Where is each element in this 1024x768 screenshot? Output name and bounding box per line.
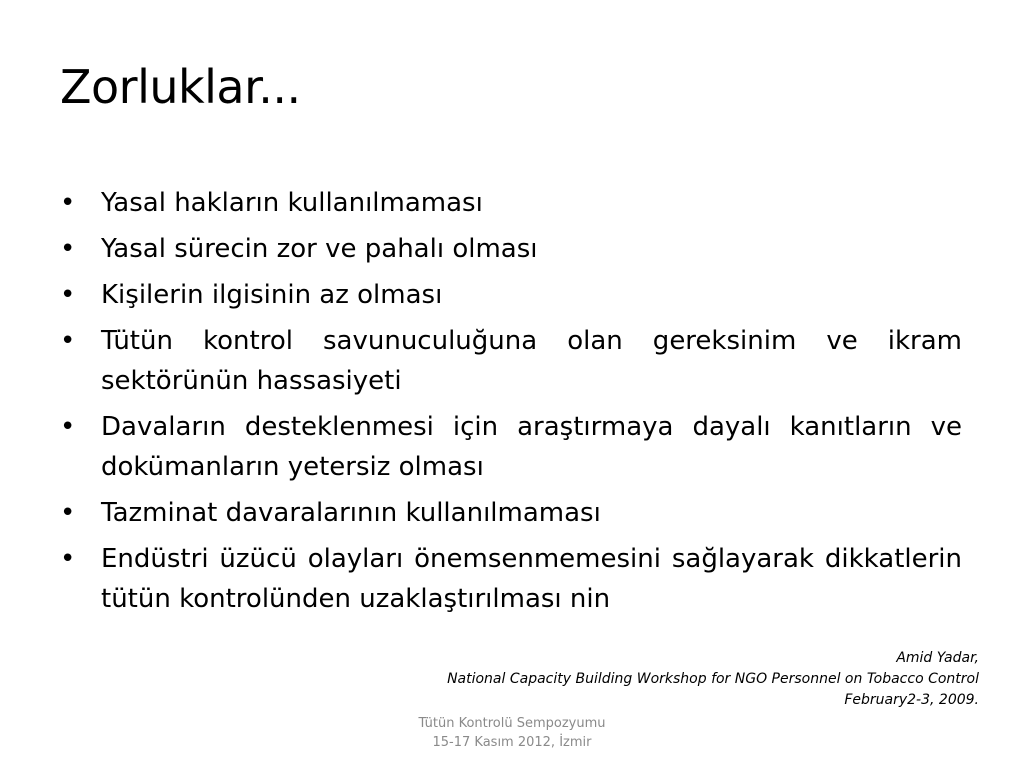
bullet-item	[60, 493, 962, 533]
bullet-item	[60, 229, 962, 269]
citation-author: Amid Yadar,	[896, 650, 979, 666]
footer-event-name: Tütün Kontrolü Sempozyumu	[418, 716, 606, 731]
bullet-icon: •	[60, 188, 76, 218]
bullet-text: Kişilerin ilgisinin az olması	[101, 280, 443, 310]
bullet-icon: •	[60, 544, 76, 574]
bullet-list	[60, 183, 962, 625]
bullet-icon: •	[60, 498, 76, 528]
bullet-text: Endüstri üzücü olayları önemsenmemesini sağlayarak dikkatlerin tütün kontrolünden uzaklaştırılması nin	[101, 544, 962, 614]
bullet-text: Yasal sürecin zor ve pahalı olması	[101, 234, 538, 264]
slide-title: Zorluklar...	[60, 60, 301, 114]
slide-footer	[0, 714, 1024, 752]
bullet-text: Davaların desteklenmesi için araştırmaya dayalı kanıtların ve dokümanların yetersiz olması	[101, 412, 962, 482]
bullet-item	[60, 539, 962, 619]
bullet-item	[60, 407, 962, 487]
bullet-item	[60, 275, 962, 315]
bullet-icon: •	[60, 412, 76, 442]
citation-date: February2-3, 2009.	[844, 692, 979, 708]
citation	[447, 648, 979, 711]
bullet-text: Tazminat davaralarının kullanılmaması	[101, 498, 601, 528]
bullet-item	[60, 321, 962, 401]
bullet-icon: •	[60, 326, 76, 356]
bullet-icon: •	[60, 234, 76, 264]
bullet-text: Tütün kontrol savunuculuğuna olan gereksinim ve ikram sektörünün hassasiyeti	[101, 326, 962, 396]
bullet-icon: •	[60, 280, 76, 310]
citation-event: National Capacity Building Workshop for NGO Personnel on Tobacco Control	[447, 671, 979, 687]
footer-event-date: 15-17 Kasım 2012, İzmir	[432, 735, 592, 750]
bullet-text: Yasal hakların kullanılmaması	[101, 188, 483, 218]
bullet-item	[60, 183, 962, 223]
